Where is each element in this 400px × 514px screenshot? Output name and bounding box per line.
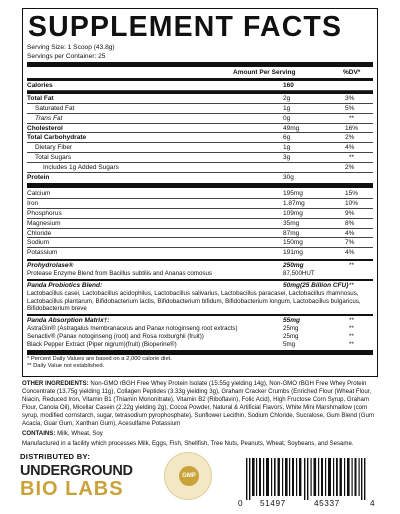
- mineral-row-iron: Iron 1.87mg 10%: [27, 199, 373, 209]
- distributed-by-label: DISTRIBUTED BY:: [20, 452, 91, 461]
- gmp-seal-icon: [164, 452, 212, 500]
- probiotics-row: Panda Probiotics Blend: 50mg(25 Billion CFU) **: [27, 281, 355, 289]
- nutrient-row-total-fat: Total Fat 2g 3%: [27, 94, 373, 104]
- contains-text: Milk, Wheat, Soy: [57, 429, 103, 437]
- other-ingredients-text: Non-GMO rBGH Free Whey Protein Isolate (15.55g yielding 14g), Non-GMO rBGH Free Whey Protein Concentrate (13.75g yielding 11g), Collagen Peptides (3.33g yielding 3g), Graham Cracker Crumbs (Enriched Flour (Wheat Flour, Niacin, Reduced Iron, Vitamin B1 (Thiamin Mononitrate), Vitamin B2 (Riboflavin), Folic Acid), High Fructose Corn Syrup, Graham Flour, Canola Oil), Micellar Casein (2.22g yielding 2g), Cocoa Powder, Natural & Artificial Flavors, White Mini Marshmallow (corn syrup, modified cornstarch, sugar, tetrasodium pyrophosphate), Sunflower Lecithin, Sodium Chloride, Sucralose, Gum Blend (Gum Acacia, Guar Gum, Xanthan Gum), Acesulfame Potassium: [22, 380, 374, 428]
- facility-statement: Manufactured in a facility which processes Milk, Eggs, Fish, Shellfish, Tree Nuts, Peanuts, Wheat, Soybeans, and Sesame.: [22, 439, 354, 447]
- nutrient-row-dietary-fiber: Dietary Fiber 1g 4%: [27, 143, 373, 153]
- nutrient-row-total-carbohydrate: Total Carbohydrate 6g 2%: [27, 133, 373, 143]
- brand-logo-line1: UNDERGROUND: [20, 463, 133, 479]
- absorption-item-astragin: AstraGin® (Astragalus membranaceus and Panax notoginseng root extracts) 25mg **: [27, 325, 354, 333]
- amount-header: Amount Per Serving: [233, 69, 296, 76]
- ingredients-section: [22, 380, 382, 448]
- prohydrolase-row: Prohydrolase® 250mg **: [27, 261, 355, 269]
- mineral-row-magnesium: Magnesium 35mg 8%: [27, 219, 373, 229]
- prohydrolase-desc: Protease Enzyme Blend from Bacillus subtilis and Ananas comosus 87,500HUT: [27, 270, 315, 278]
- mineral-row-potassium: Potassium 191mg 4%: [27, 249, 355, 257]
- nutrient-row-saturated-fat: Saturated Fat 1g 5%: [27, 104, 373, 114]
- mineral-row-phosphorus: Phosphorus 109mg 9%: [27, 209, 373, 219]
- other-ingredients: [22, 380, 382, 429]
- divider-thick: [27, 183, 373, 188]
- contains-label: CONTAINS:: [22, 429, 56, 437]
- column-header: [27, 68, 373, 78]
- dv-header: %DV*: [343, 69, 361, 76]
- barcode-bars-icon: [238, 458, 380, 500]
- supplement-facts-panel: [22, 8, 378, 377]
- servings-per-container: Servings per Container: 25: [27, 53, 106, 60]
- nutrient-row-cholesterol: Cholesterol 49mg 16%: [27, 124, 373, 134]
- probiotics-desc: Lactobacillus casei, Lactobacillus acidophilus, Lactobacillus salivarius, Lactobacillus paracasei, Lactobacillus rhamnosus, Lactobacillus plantarum, Bifidobacterium lactis, Bifidobacterium bifidum, Bifidobacterium longum, Lactobacillus bulgaricus, Bifidobacterium breve: [27, 290, 361, 313]
- barcode: 0 51497 45337 4: [238, 458, 380, 510]
- nutrient-row-added-sugars: Includes 1g Added Sugars 2%: [27, 163, 373, 173]
- distributor-block: [20, 452, 140, 510]
- nutrient-row-total-sugars: Total Sugars 3g **: [27, 153, 373, 163]
- footnote-dv: * Percent Daily Values are based on a 2,000 calorie diet.: [27, 356, 172, 363]
- absorption-item-senactiv: Senactiv® (Panax notoginseng (root) and Rosa roxburghii (fruit)) 25mg **: [27, 333, 354, 341]
- mineral-row-calcium: Calcium 195mg 15%: [27, 189, 373, 199]
- serving-size: Serving Size: 1 Scoop (43.8g): [27, 44, 115, 51]
- absorption-row: Panda Absorption Matrix†: 55mg **: [27, 316, 355, 324]
- mineral-row-chloride: Chloride 87mg 4%: [27, 229, 373, 239]
- nutrient-row-trans-fat: Trans Fat 0g **: [27, 114, 373, 124]
- contains-line: [22, 430, 382, 438]
- panel-title: SUPPLEMENT FACTS: [28, 11, 343, 43]
- mineral-row-sodium: Sodium 150mg 7%: [27, 238, 373, 248]
- brand-logo-line2: BIO LABS: [20, 478, 124, 500]
- divider-thick: [27, 62, 373, 67]
- divider-thick: [27, 350, 373, 355]
- other-ingredients-label: OTHER INGREDIENTS:: [22, 380, 89, 387]
- gmp-seal-text: GMP: [179, 466, 199, 486]
- footnote-not-established: ** Daily Value not established.: [27, 363, 105, 370]
- absorption-item-black-pepper: Black Pepper Extract (Piper nigrum)(fruit) (Bioperine®) 5mg **: [27, 341, 354, 349]
- nutrient-row-protein: Protein 30g: [27, 173, 294, 181]
- calories-row: Calories 160: [27, 81, 373, 91]
